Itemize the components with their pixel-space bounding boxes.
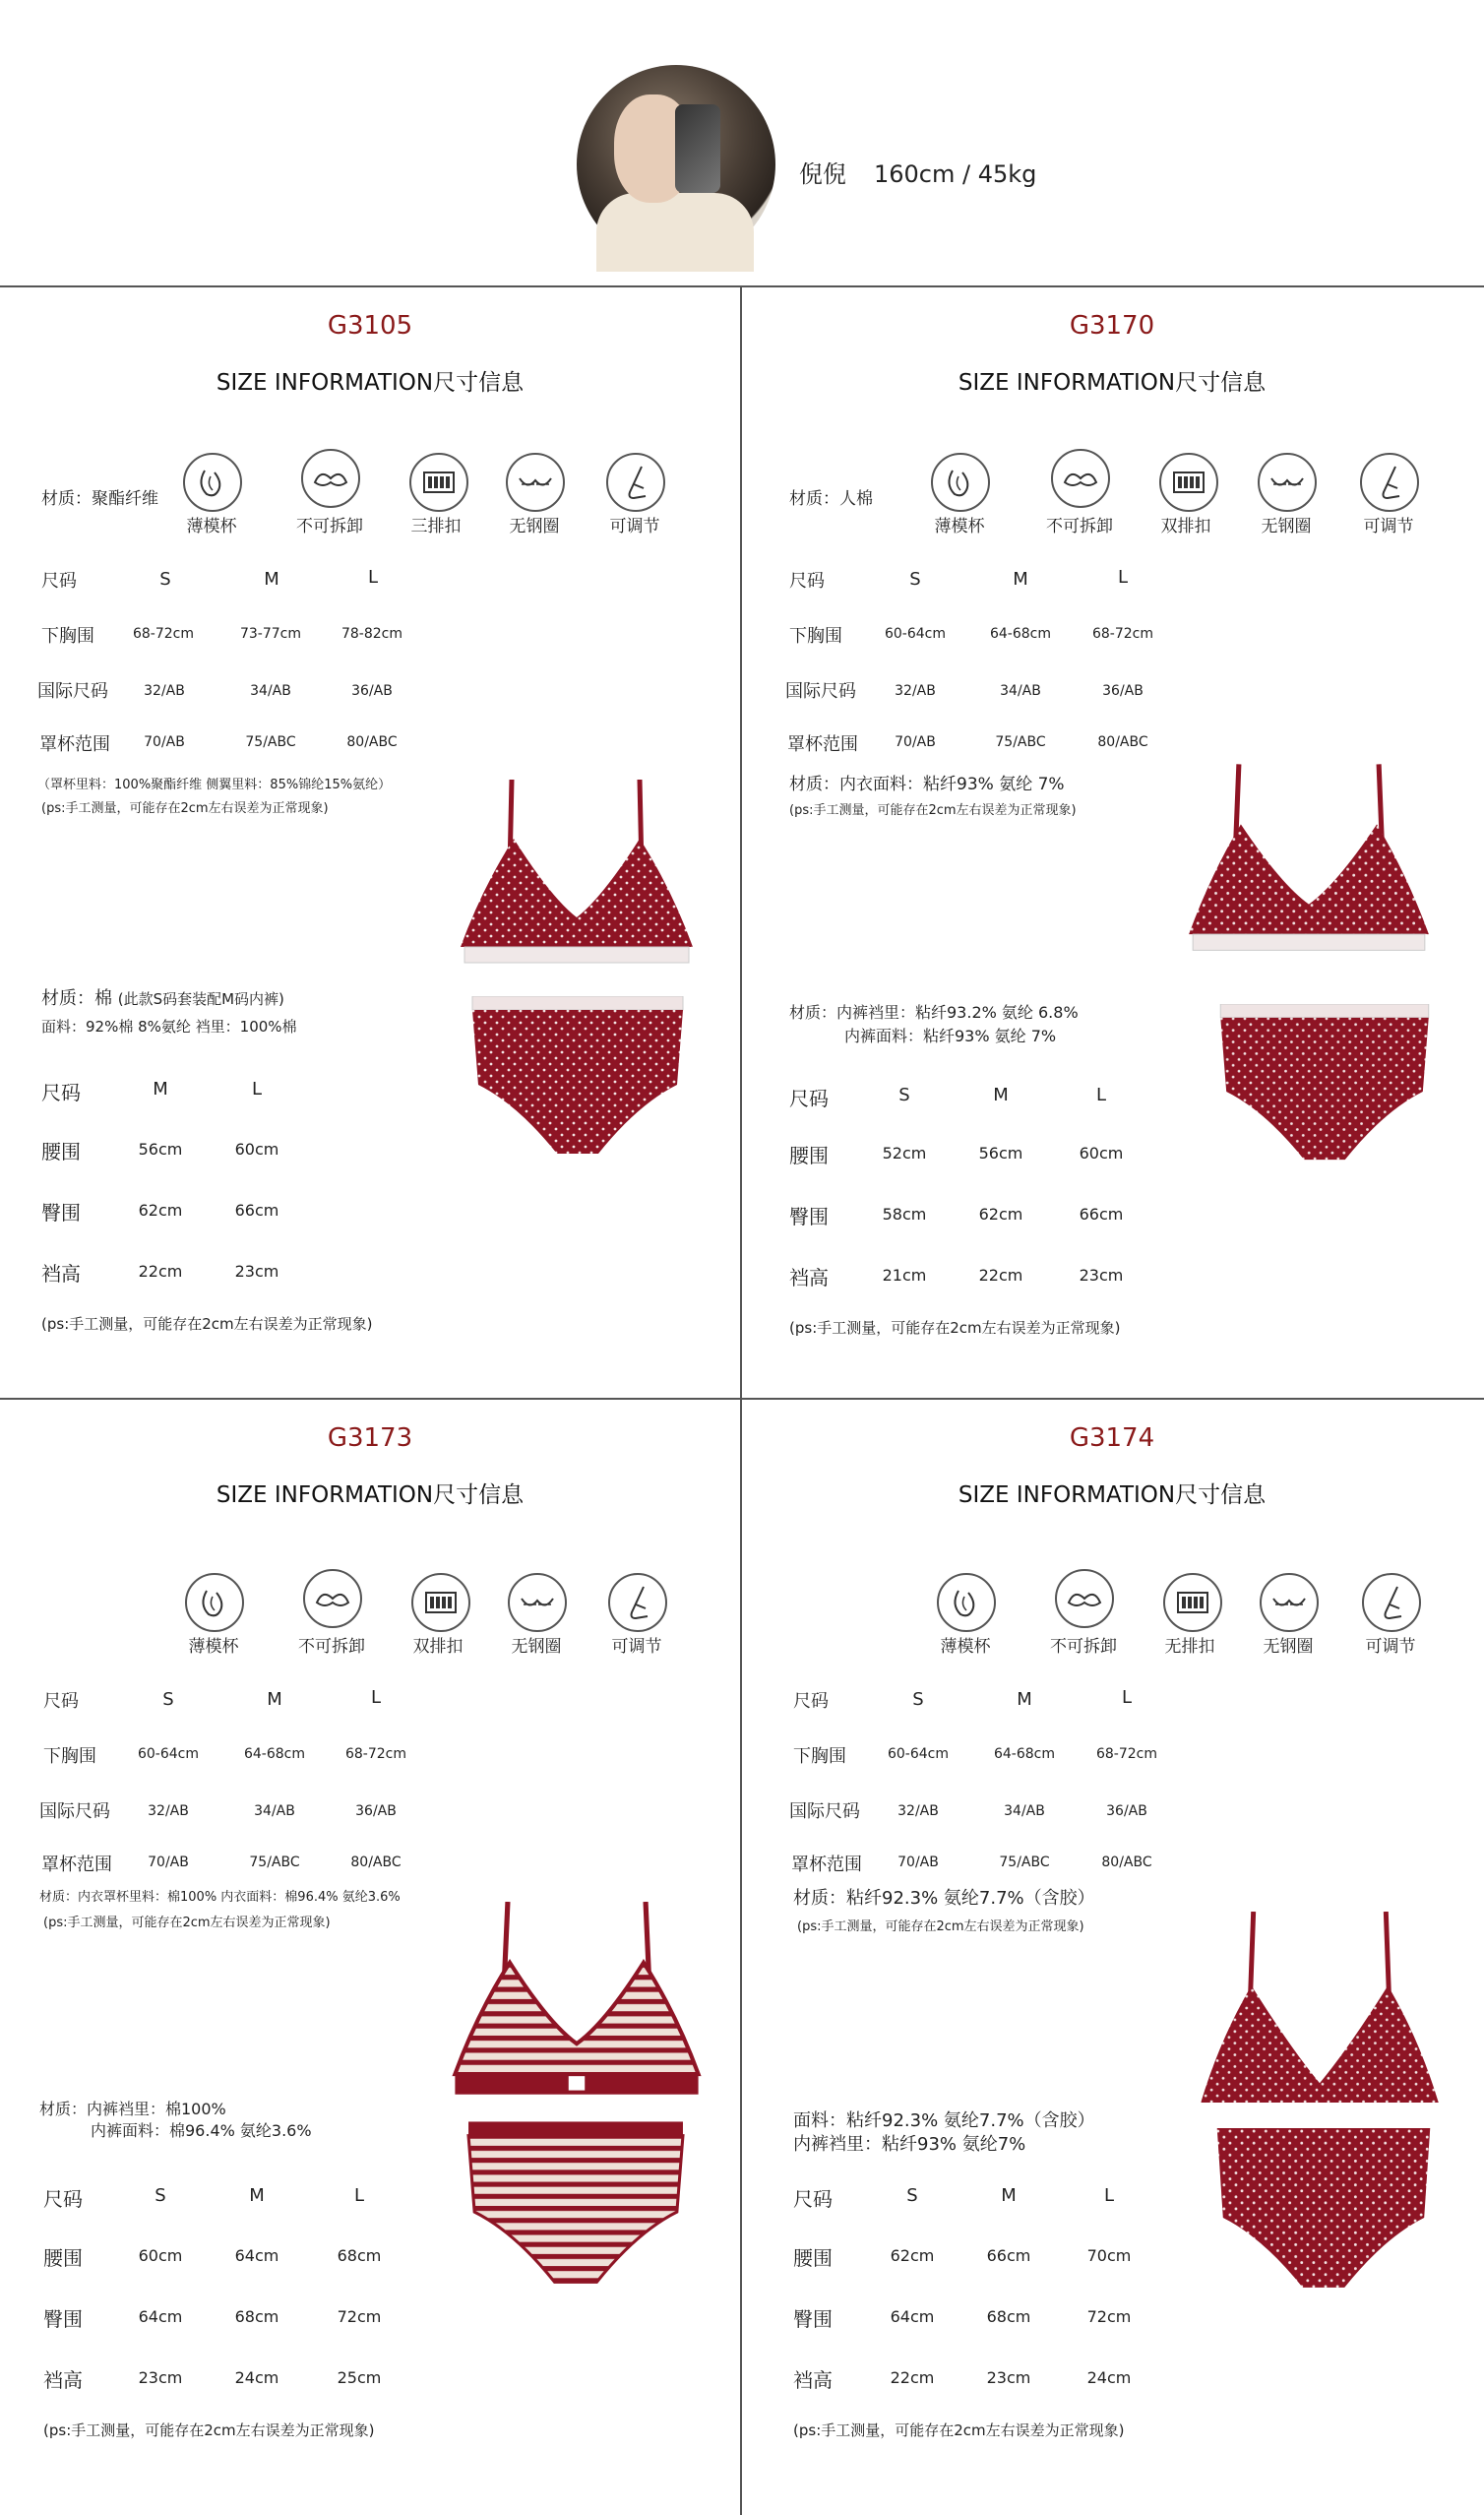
cell: 80/ABC: [1097, 734, 1148, 750]
icon-label: 不可拆卸: [1046, 517, 1113, 536]
icon-label: 无排扣: [1164, 1637, 1215, 1657]
bra-image: [1187, 1912, 1453, 2106]
bra-size-header: 尺码: [43, 1691, 79, 1712]
row-label: 下胸围: [43, 1746, 96, 1767]
icon-label: 无钢圈: [1261, 517, 1312, 536]
cell: 72cm: [337, 2307, 382, 2326]
cell: 64-68cm: [243, 1746, 305, 1762]
cell: 32/AB: [895, 683, 936, 699]
measurement-note: (ps:手工测量，可能存在2cm左右误差为正常现象): [797, 1919, 1084, 1934]
panty-size-header: 尺码: [43, 2187, 83, 2211]
measurement-note: (ps:手工测量，可能存在2cm左右误差为正常现象): [43, 1916, 331, 1930]
bra-material-note: 材质：粘纤92.3% 氨纶7.7%（含胶）: [793, 1888, 1095, 1909]
cell: 80/ABC: [346, 734, 398, 750]
row-label: 腰围: [793, 2246, 833, 2270]
cell: 22cm: [138, 1262, 183, 1281]
non-removable-pad-icon: [1055, 1569, 1114, 1628]
size-col: M: [1013, 569, 1028, 590]
panty-material-extra: (此款S码套装配M码内裤): [117, 990, 284, 1008]
cell: 32/AB: [148, 1803, 189, 1819]
panty-material: 材质：内裤裆里：棉100%: [39, 2100, 226, 2118]
cell: 62cm: [890, 2246, 935, 2265]
adjustable-strap-icon: [1360, 453, 1419, 512]
measurement-note: (ps:手工测量，可能存在2cm左右误差为正常现象): [41, 1315, 373, 1333]
cell: 73-77cm: [239, 626, 301, 642]
size-col: L: [367, 567, 379, 588]
icon-label: 可调节: [611, 1637, 662, 1657]
material-label: 材质：聚酯纤维: [41, 489, 158, 509]
cell: 70/AB: [897, 1855, 939, 1870]
size-col: L: [370, 1687, 382, 1708]
size-info-title: SIZE INFORMATION尺寸信息: [958, 370, 1267, 396]
cell: 64-68cm: [989, 626, 1051, 642]
wire-free-icon: [508, 1573, 567, 1632]
row-label: 腰围: [43, 2246, 83, 2270]
icon-label: 双排扣: [1160, 517, 1211, 536]
hook-clasp-icon: [411, 1573, 470, 1632]
measurement-note: (ps:手工测量，可能存在2cm左右误差为正常现象): [789, 1319, 1121, 1337]
cell: 34/AB: [250, 683, 291, 699]
row-label: 臀围: [793, 2307, 833, 2331]
cell: 75/ABC: [249, 1855, 300, 1870]
icon-label: 无钢圈: [1263, 1637, 1314, 1657]
cell: 36/AB: [351, 683, 393, 699]
cell: 36/AB: [1102, 683, 1144, 699]
measurement-note: (ps:手工测量，可能存在2cm左右误差为正常现象): [789, 803, 1077, 818]
icon-label: 不可拆卸: [296, 517, 363, 536]
size-col: L: [251, 1079, 263, 1100]
thin-cup-icon: [931, 453, 990, 512]
row-label: 裆高: [793, 2368, 833, 2392]
row-label: 罩杯范围: [787, 734, 858, 755]
size-col: S: [912, 1689, 924, 1710]
cell: 22cm: [978, 1266, 1023, 1285]
bra-material-note: （罩杯里料：100%聚酯纤维 侧翼里料：85%锦纶15%氨纶）: [37, 778, 392, 792]
panty-image: [1212, 1004, 1437, 1169]
row-label: 腰围: [789, 1144, 829, 1167]
size-col: L: [1095, 1085, 1107, 1105]
panty-fabric: 内裤面料：粘纤93% 氨纶 7%: [844, 1027, 1057, 1045]
row-label: 臀围: [789, 1205, 829, 1228]
wire-free-icon: [1258, 453, 1317, 512]
icon-label: 三排扣: [410, 517, 462, 536]
cell: 70/AB: [144, 734, 185, 750]
bra-image: [453, 780, 701, 976]
bra-image: [1183, 756, 1435, 973]
cell: 23cm: [138, 2368, 183, 2387]
row-label: 国际尺码: [789, 1801, 860, 1822]
cell: 24cm: [234, 2368, 279, 2387]
cell: 60-64cm: [884, 626, 946, 642]
model-name: 倪倪: [799, 160, 846, 188]
row-label: 国际尺码: [39, 1801, 110, 1822]
non-removable-pad-icon: [303, 1569, 362, 1628]
cell: 52cm: [882, 1144, 927, 1163]
icon-label: 可调节: [609, 517, 660, 536]
panty-image: [1214, 2128, 1433, 2297]
cell: 56cm: [978, 1144, 1023, 1163]
cell: 80/ABC: [350, 1855, 402, 1870]
icon-label: 薄模杯: [186, 517, 237, 536]
icon-label: 薄模杯: [934, 517, 985, 536]
cell: 36/AB: [1106, 1803, 1147, 1819]
hook-clasp-icon: [1163, 1573, 1222, 1632]
panty-size-header: 尺码: [41, 1081, 81, 1104]
bra-image: [449, 1902, 705, 2105]
row-label: 罩杯范围: [41, 1855, 112, 1875]
row-label: 裆高: [43, 2368, 83, 2392]
size-col: S: [906, 2185, 918, 2206]
size-col: S: [898, 1085, 910, 1105]
size-col: L: [353, 2185, 365, 2206]
adjustable-strap-icon: [1362, 1573, 1421, 1632]
panty-size-header: 尺码: [793, 2187, 833, 2211]
wire-free-icon: [1260, 1573, 1319, 1632]
cell: 64cm: [234, 2246, 279, 2265]
cell: 23cm: [986, 2368, 1031, 2387]
size-col: M: [993, 1085, 1009, 1105]
row-label: 国际尺码: [785, 681, 856, 702]
measurement-note: (ps:手工测量，可能存在2cm左右误差为正常现象): [793, 2421, 1125, 2439]
icon-label: 可调节: [1365, 1637, 1416, 1657]
measurement-note: (ps:手工测量，可能存在2cm左右误差为正常现象): [43, 2421, 375, 2439]
bra-size-header: 尺码: [793, 1691, 829, 1712]
wire-free-icon: [506, 453, 565, 512]
cell: 56cm: [138, 1140, 183, 1159]
product-code: G3173: [327, 1423, 413, 1453]
size-col: L: [1117, 567, 1129, 588]
icon-label: 无钢圈: [509, 517, 560, 536]
size-col: M: [267, 1689, 282, 1710]
cell: 70/AB: [148, 1855, 189, 1870]
cell: 68-72cm: [1091, 626, 1153, 642]
size-col: S: [159, 569, 171, 590]
cell: 34/AB: [254, 1803, 295, 1819]
row-label: 臀围: [41, 1201, 81, 1225]
size-col: S: [162, 1689, 174, 1710]
cell: 75/ABC: [245, 734, 296, 750]
cell: 36/AB: [355, 1803, 397, 1819]
size-col: M: [1001, 2185, 1017, 2206]
cell: 60cm: [138, 2246, 183, 2265]
row-label: 国际尺码: [37, 681, 108, 702]
cell: 24cm: [1086, 2368, 1132, 2387]
cell: 68cm: [986, 2307, 1031, 2326]
cell: 68-72cm: [1095, 1746, 1157, 1762]
cell: 64-68cm: [993, 1746, 1055, 1762]
panty-fabric: 内裤面料：棉96.4% 氨纶3.6%: [91, 2121, 312, 2140]
cell: 66cm: [1079, 1205, 1124, 1224]
cell: 68-72cm: [132, 626, 194, 642]
hook-clasp-icon: [1159, 453, 1218, 512]
panty-fabric: 内裤裆里：粘纤93% 氨纶7%: [793, 2134, 1026, 2155]
row-label: 罩杯范围: [791, 1855, 862, 1875]
model-info: [799, 155, 1064, 189]
measurement-note: (ps:手工测量，可能存在2cm左右误差为正常现象): [41, 801, 329, 816]
panty-material-text: 材质：棉: [41, 988, 112, 1009]
row-label: 下胸围: [41, 626, 94, 647]
icon-label: 薄模杯: [940, 1637, 991, 1657]
size-info-title: SIZE INFORMATION尺寸信息: [216, 370, 525, 396]
cell: 58cm: [882, 1205, 927, 1224]
thin-cup-icon: [185, 1573, 244, 1632]
row-label: 腰围: [41, 1140, 81, 1163]
size-col: S: [155, 2185, 166, 2206]
non-removable-pad-icon: [1051, 449, 1110, 508]
cell: 60-64cm: [137, 1746, 199, 1762]
product-code: G3174: [1069, 1423, 1155, 1453]
cell: 23cm: [234, 1262, 279, 1281]
panty-material: [41, 984, 284, 1010]
icon-label: 可调节: [1363, 517, 1414, 536]
hook-clasp-icon: [409, 453, 468, 512]
cell: 70cm: [1086, 2246, 1132, 2265]
cell: 72cm: [1086, 2307, 1132, 2326]
bra-size-header: 尺码: [789, 571, 825, 592]
panty-image: [470, 996, 685, 1163]
size-col: L: [1103, 2185, 1115, 2206]
bra-material-note: 材质：内衣罩杯里料：棉100% 内衣面料：棉96.4% 氨纶3.6%: [39, 1890, 401, 1905]
icon-label: 薄模杯: [188, 1637, 239, 1657]
cell: 64cm: [138, 2307, 183, 2326]
thin-cup-icon: [183, 453, 242, 512]
size-col: S: [909, 569, 921, 590]
icon-label: 无钢圈: [511, 1637, 562, 1657]
size-info-title: SIZE INFORMATION尺寸信息: [958, 1482, 1267, 1508]
size-info-title: SIZE INFORMATION尺寸信息: [216, 1482, 525, 1508]
size-col: M: [249, 2185, 265, 2206]
size-col: M: [153, 1079, 168, 1100]
cell: 34/AB: [1004, 1803, 1045, 1819]
cell: 23cm: [1079, 1266, 1124, 1285]
cell: 66cm: [986, 2246, 1031, 2265]
adjustable-strap-icon: [608, 1573, 667, 1632]
non-removable-pad-icon: [301, 449, 360, 508]
product-g3170: [742, 287, 1482, 1400]
material-label: 材质：人棉: [789, 489, 873, 509]
cell: 68cm: [337, 2246, 382, 2265]
cell: 22cm: [890, 2368, 935, 2387]
thin-cup-icon: [937, 1573, 996, 1632]
cell: 21cm: [882, 1266, 927, 1285]
cell: 70/AB: [895, 734, 936, 750]
cell: 34/AB: [1000, 683, 1041, 699]
cell: 64cm: [890, 2307, 935, 2326]
model-avatar: [577, 65, 775, 264]
row-label: 下胸围: [793, 1746, 846, 1767]
icon-label: 不可拆卸: [1050, 1637, 1117, 1657]
panty-fabric: 面料：92%棉 8%氨纶 裆里：100%棉: [41, 1018, 297, 1036]
row-label: 臀围: [43, 2307, 83, 2331]
size-col: M: [264, 569, 279, 590]
row-label: 罩杯范围: [39, 734, 110, 755]
cell: 62cm: [978, 1205, 1023, 1224]
cell: 32/AB: [144, 683, 185, 699]
model-size: 160cm / 45kg: [874, 160, 1037, 188]
cell: 60cm: [1079, 1144, 1124, 1163]
cell: 68cm: [234, 2307, 279, 2326]
row-label: 裆高: [789, 1266, 829, 1289]
size-col: M: [1017, 1689, 1032, 1710]
panty-material: 材质：内裤裆里：粘纤93.2% 氨纶 6.8%: [789, 1003, 1079, 1022]
panty-size-header: 尺码: [789, 1087, 829, 1110]
product-g3105: [0, 287, 740, 1400]
cell: 68-72cm: [344, 1746, 406, 1762]
row-label: 裆高: [41, 1262, 81, 1286]
cell: 60-64cm: [887, 1746, 949, 1762]
cell: 25cm: [337, 2368, 382, 2387]
panty-image: [466, 2120, 685, 2294]
cell: 75/ABC: [999, 1855, 1050, 1870]
bra-size-header: 尺码: [41, 571, 77, 592]
bra-material-note: 材质：内衣面料：粘纤93% 氨纶 7%: [789, 775, 1065, 794]
cell: 78-82cm: [340, 626, 402, 642]
cell: 75/ABC: [995, 734, 1046, 750]
product-code: G3170: [1069, 311, 1155, 341]
adjustable-strap-icon: [606, 453, 665, 512]
product-g3174: [742, 1400, 1482, 2512]
cell: 62cm: [138, 1201, 183, 1220]
product-g3173: [0, 1400, 740, 2512]
icon-label: 不可拆卸: [298, 1637, 365, 1657]
cell: 66cm: [234, 1201, 279, 1220]
cell: 80/ABC: [1101, 1855, 1152, 1870]
cell: 60cm: [234, 1140, 279, 1159]
size-col: L: [1121, 1687, 1133, 1708]
product-code: G3105: [327, 311, 413, 341]
icon-label: 双排扣: [412, 1637, 464, 1657]
panty-material: 面料：粘纤92.3% 氨纶7.7%（含胶）: [793, 2110, 1095, 2131]
row-label: 下胸围: [789, 626, 842, 647]
cell: 32/AB: [897, 1803, 939, 1819]
